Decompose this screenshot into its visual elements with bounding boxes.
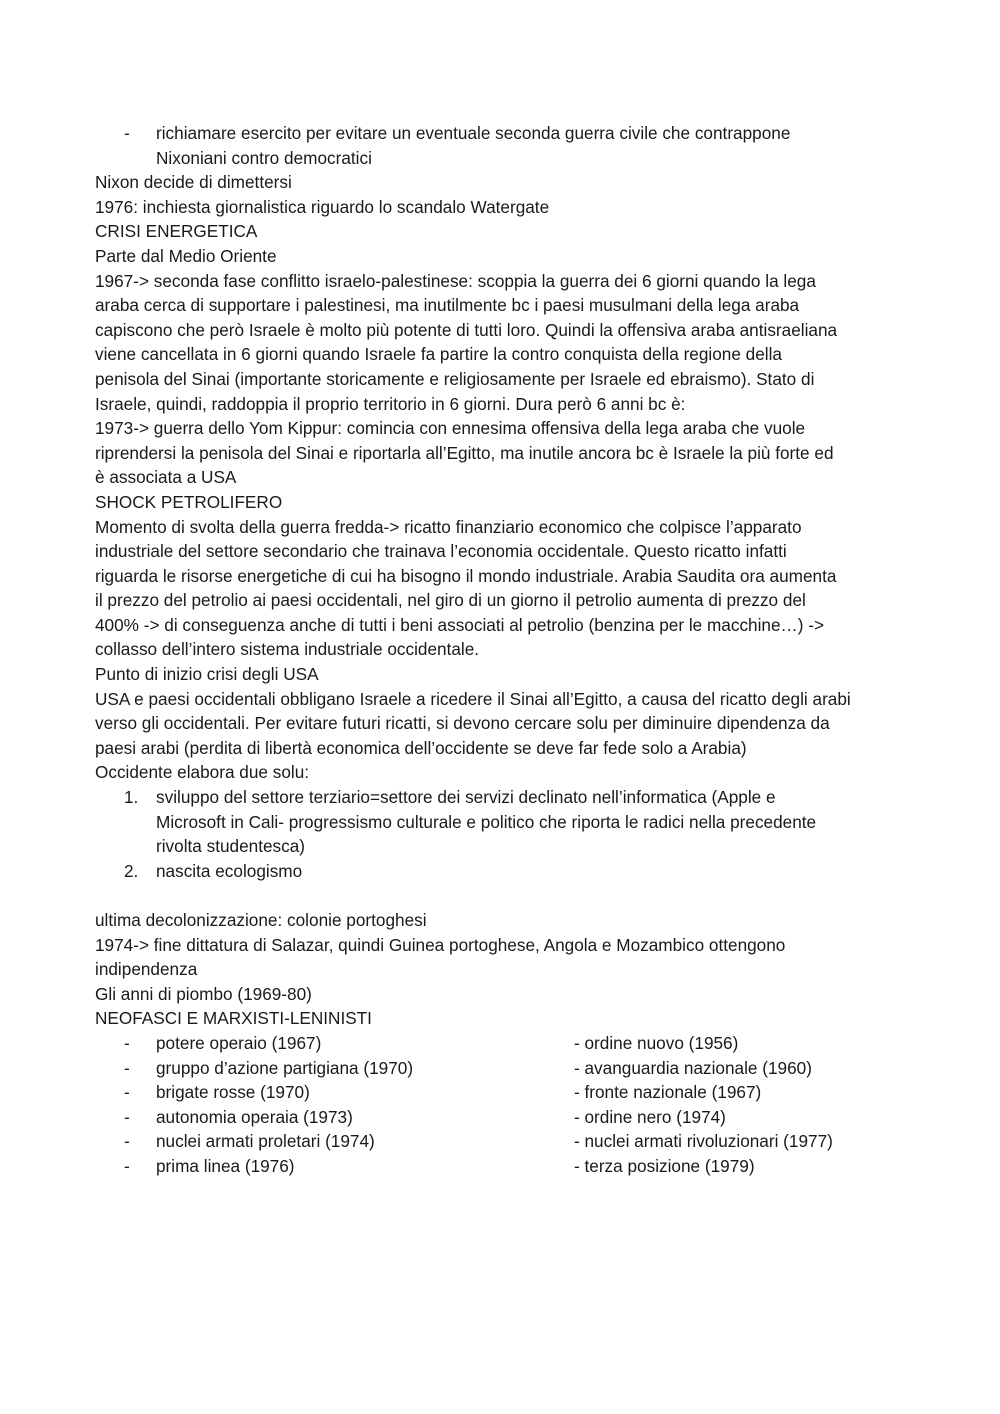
group-right: - fronte nazionale (1967): [574, 1082, 762, 1103]
paragraph-line: Nixon decide di dimettersi: [95, 172, 292, 193]
paragraph-line: penisola del Sinai (importante storicamente e religiosamente per Israele ed ebraismo). Stato di: [95, 368, 815, 389]
paragraph-line: USA e paesi occidentali obbligano Israele a ricedere il Sinai all’Egitto, a causa del ricatto degli arabi: [95, 688, 851, 709]
list-item-line: sviluppo del settore terziario=settore dei servizi declinato nell’informatica (Apple e: [156, 787, 776, 808]
list-marker: 1.: [124, 787, 139, 808]
list-marker: -: [124, 1106, 130, 1127]
paragraph-line: Momento di svolta della guerra fredda-> ricatto finanziario economico che colpisce l’apparato: [95, 516, 802, 537]
blank-line: [95, 883, 905, 908]
section-heading: CRISI ENERGETICA: [95, 221, 258, 242]
paragraph-line: 1967-> seconda fase conflitto israelo-palestinese: scoppia la guerra dei 6 giorni quando la lega: [95, 270, 816, 291]
section-heading: NEOFASCI E MARXISTI-LENINISTI: [95, 1008, 372, 1029]
paragraph-line: 1974-> fine dittatura di Salazar, quindi Guinea portoghese, Angola e Mozambico ottengono: [95, 934, 786, 955]
paragraph-line: paesi arabi (perdita di libertà economica dell’occidente se deve far fede solo a Arabia): [95, 737, 747, 758]
group-row: [95, 1031, 905, 1056]
paragraph-line: verso gli occidentali. Per evitare futuri ricatti, si devono cercare solu per diminuire dipendenza da: [95, 713, 830, 734]
paragraph-line: Gli anni di piombo (1969-80): [95, 983, 312, 1004]
group-right: - terza posizione (1979): [574, 1155, 755, 1176]
numbered-list-item: [95, 859, 905, 884]
paragraph-line: araba cerca di supportare i palestinesi, ma inutilmente bc i paesi musulmani della lega araba: [95, 295, 800, 316]
list-item-line: nascita ecologismo: [156, 860, 303, 881]
group-right: - ordine nuovo (1956): [574, 1032, 739, 1053]
paragraph-line: industriale del settore secondario che trainava l’economia occidentale. Questo ricatto infatti: [95, 541, 787, 562]
paragraph-line: ultima decolonizzazione: colonie portoghesi: [95, 910, 427, 930]
list-item-line: Microsoft in Cali- progressismo culturale e politico che riporta le radici nella precedente: [156, 811, 817, 832]
group-left: brigate rosse (1970): [156, 1082, 310, 1103]
paragraph-line: collasso dell’intero sistema industriale occidentale.: [95, 639, 480, 660]
list-marker: -: [124, 123, 130, 143]
group-row: [95, 1154, 905, 1179]
paragraph-line: Israele, quindi, raddoppia il proprio territorio in 6 giorni. Dura però 6 anni bc è:: [95, 393, 686, 414]
list-marker: -: [124, 1032, 130, 1053]
numbered-list-item: [95, 785, 905, 859]
paragraph-line: indipendenza: [95, 959, 198, 980]
group-row: [95, 1080, 905, 1105]
paragraph-line: Punto di inizio crisi degli USA: [95, 664, 319, 685]
group-left: gruppo d’azione partigiana (1970): [156, 1057, 414, 1078]
paragraph-line: 400% -> di conseguenza anche di tutti i beni associati al petrolio (benzina per le macchine…) ->: [95, 614, 824, 635]
paragraph-line: viene cancellata in 6 giorni quando Israele fa partire la contro conquista della regione della: [95, 344, 782, 365]
group-left: autonomia operaia (1973): [156, 1106, 353, 1127]
group-row: [95, 1129, 905, 1154]
paragraph-line: Parte dal Medio Oriente: [95, 245, 277, 266]
list-marker: -: [124, 1131, 130, 1152]
group-row: [95, 1105, 905, 1130]
list-marker: -: [124, 1057, 130, 1078]
paragraph-line: riguarda le risorse energetiche di cui ha bisogno il mondo industriale. Arabia Saudita ora aumenta: [95, 565, 837, 586]
list-item-line: Nixoniani contro democratici: [156, 147, 372, 168]
group-row: [95, 1056, 905, 1081]
group-right: - ordine nero (1974): [574, 1106, 726, 1127]
list-item: [95, 121, 905, 170]
paragraph-line: riprendersi la penisola del Sinai e riportarla all’Egitto, ma inutile ancora bc è Israele la più forte ed: [95, 442, 834, 463]
list-item-line: richiamare esercito per evitare un eventuale seconda guerra civile che contrappone: [156, 123, 791, 143]
list-marker: -: [124, 1082, 130, 1103]
group-left: potere operaio (1967): [156, 1032, 322, 1053]
section-heading: SHOCK PETROLIFERO: [95, 491, 283, 512]
paragraph-line: è associata a USA: [95, 467, 237, 488]
group-right: - avanguardia nazionale (1960): [574, 1057, 812, 1078]
group-left: nuclei armati proletari (1974): [156, 1131, 375, 1152]
document-body: [95, 121, 905, 1179]
list-marker: -: [124, 1155, 130, 1176]
group-right: - nuclei armati rivoluzionari (1977): [574, 1131, 833, 1152]
paragraph-line: capiscono che però Israele è molto più potente di tutti loro. Quindi la offensiva araba antisraeliana: [95, 319, 838, 340]
paragraph-line: 1973-> guerra dello Yom Kippur: comincia con ennesima offensiva della lega araba che vuole: [95, 418, 806, 439]
list-marker: 2.: [124, 860, 139, 881]
list-item-line: rivolta studentesca): [156, 836, 306, 857]
paragraph-line: Occidente elabora due solu:: [95, 762, 310, 783]
paragraph-line: il prezzo del petrolio ai paesi occidentali, nel giro di un giorno il petrolio aumenta di prezzo del: [95, 590, 806, 611]
group-left: prima linea (1976): [156, 1155, 295, 1176]
paragraph-line: 1976: inchiesta giornalistica riguardo lo scandalo Watergate: [95, 196, 550, 217]
